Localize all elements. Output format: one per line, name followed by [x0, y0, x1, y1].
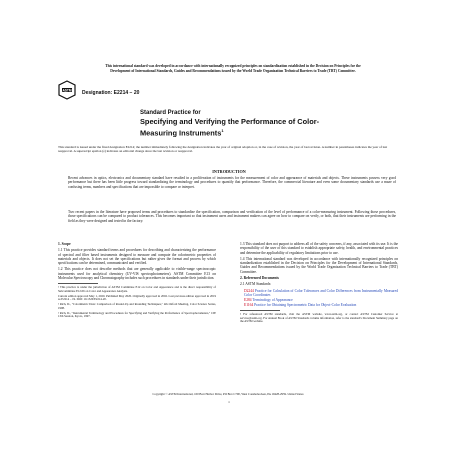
footnote: ² Rich, D., "Colorimetric Data: Comparison of Round-Up and Rounding Techniques," 4th Oxford Meeting, Color Science Series, 1998. — [58, 302, 216, 310]
footnote-divider — [240, 310, 280, 311]
page-number: 1 — [228, 400, 230, 404]
reference-item[interactable] — [244, 289, 398, 298]
reference-title-link[interactable]: Practice for Obtaining Spectrometric Data for Object-Color Evaluation — [254, 302, 357, 307]
development-notice: This international standard was developed in accordance with internationally recognized principles on standardization established in the Decision on Principles for the Development of International Standards, Guides and Recommendations issued by the World Trade Organization Technical Barriers to Trade (TBT) Committee. — [105, 64, 361, 73]
left-column — [58, 242, 216, 320]
scope-paragraph: 1.1 This practice provides standard terms and procedures for describing and characterizing the performance of spectral and filter based instruments designed to measure and compute the colorimetric properties of materials and objects. It does not set the specifications but rather gives the format and process by which specifications can be determined, communicated and verified. — [58, 248, 216, 266]
footnote: ¹ This practice is under the jurisdiction of ASTM Committee E12 on Color and Appearance and is the direct responsibility of Subcommittee E12.06 on Color and Appearance Analysis. — [58, 285, 216, 294]
reference-item[interactable] — [244, 298, 398, 302]
standard-note: This standard is issued under the fixed designation E2214; the number immediately following the designation indicates the year of original adoption or, in the case of revision, the year of last revision. A number in parentheses indicates the year of last reapproval. A superscript epsilon (ε) indicates an editorial change since the last revision or reapproval. — [58, 145, 388, 154]
document-title — [140, 118, 340, 138]
svg-text:ASTM: ASTM — [62, 88, 72, 93]
standard-type: Standard Practice for — [140, 110, 201, 116]
reference-list — [244, 289, 398, 307]
introduction-paragraph: Recent advances in optics, electronics and documentary standard have resulted in a proliferation of instruments for the measurement of color and appearance of materials and objects. These instruments possess very good performance but there has been little progress toward standardizing the terminology and procedures to quantify that performance. Therefore, the commercial literature and even some documentary standards use a maze of confusing terms, numbers and specifications that are impossible to compare or interpret. — [68, 176, 396, 189]
reference-code-link[interactable]: D2244 — [244, 288, 254, 293]
title-footnote-mark: 1 — [221, 127, 224, 133]
referenced-documents-heading: 2. Referenced Documents — [240, 276, 279, 281]
footnote-divider — [58, 283, 98, 284]
reference-code-link[interactable]: E1164 — [244, 302, 254, 307]
title-text: Specifying and Verifying the Performance of Color-Measuring Instruments — [140, 117, 320, 138]
reference-title-link[interactable]: Practice for Calculation of Color Tolerances and Color Differences from Instrumentally Measured Color Coordinates — [244, 288, 398, 297]
scope-heading: 1. Scope — [58, 242, 71, 246]
astm-standards-label: 2.1 ASTM Standards: — [240, 282, 272, 287]
footnote: ³ Rich, D., "Instrumental Terminology and Procedures for Specifying and Verifying the Performance of Spectrophotometers," CIE 13th Session, Kyoto, 1997. — [58, 310, 216, 319]
scope-paragraph: 1.2 This practice does not describe methods that are generally applicable to visible-range spectroscopic instruments used for analytical chemistry (UV-VIS spectrophotometers). ASTM Committee E13 on Molecular Spectroscopy and Chromatography includes such procedures in standards under their jurisdiction. — [58, 267, 216, 281]
scope-paragraph: 1.4 This international standard was developed in accordance with internationally recognized principles on standardization established in the Decision on Principles for the Development of International Standards, Guides and Recommendations issued by the World Trade Organization Technical Barriers to Trade (TBT) Committee. — [240, 256, 398, 274]
reference-title-link[interactable]: Terminology of Appearance — [252, 297, 293, 302]
introduction-heading: INTRODUCTION — [212, 169, 246, 174]
copyright-line: Copyright © ASTM International, 100 Barr Harbor Drive, PO Box C700, West Conshohocken, PA 19428-2959. United States — [152, 392, 304, 396]
footnote: Current edition approved May 1, 2020. Published May 2020. Originally approved in 2002. Last previous edition approved in 2019 as E2214 – 19. DOI: 10.1520/E2214-20. — [58, 293, 216, 302]
reference-item[interactable] — [244, 303, 398, 307]
designation: Designation: E2214 − 20 — [82, 90, 140, 96]
right-column — [240, 242, 398, 325]
scope-paragraph: 1.3 This standard does not purport to address all of the safety concerns, if any, associated with its use. It is the responsibility of the user of this standard to establish appropriate safety, health, and environmental practices and determine the applicability of regulatory limitations prior to use. — [240, 242, 398, 255]
astm-logo-icon — [58, 80, 76, 100]
reference-code-link[interactable]: E284 — [244, 297, 252, 302]
footnote: ⁴ For referenced ASTM standards, visit the ASTM website, www.astm.org, or contact ASTM Customer Service at service@astm.org. For Annual Book of ASTM Standards volume information, refer to the standard's Document Summary page on the ASTM website. — [240, 311, 398, 324]
introduction-paragraph: Two recent papers in the literature have proposed terms and procedures to standardize the specification, comparison and verification of the level of performance of a color-measuring instrument. Following those procedures, those specifications can be compared to product tolerances. This becomes important so that instrument users and instrument makers can agree on how to compare on verify, or both, that their instruments are performing in the field as they were designed and tested in the factory. — [68, 210, 396, 223]
